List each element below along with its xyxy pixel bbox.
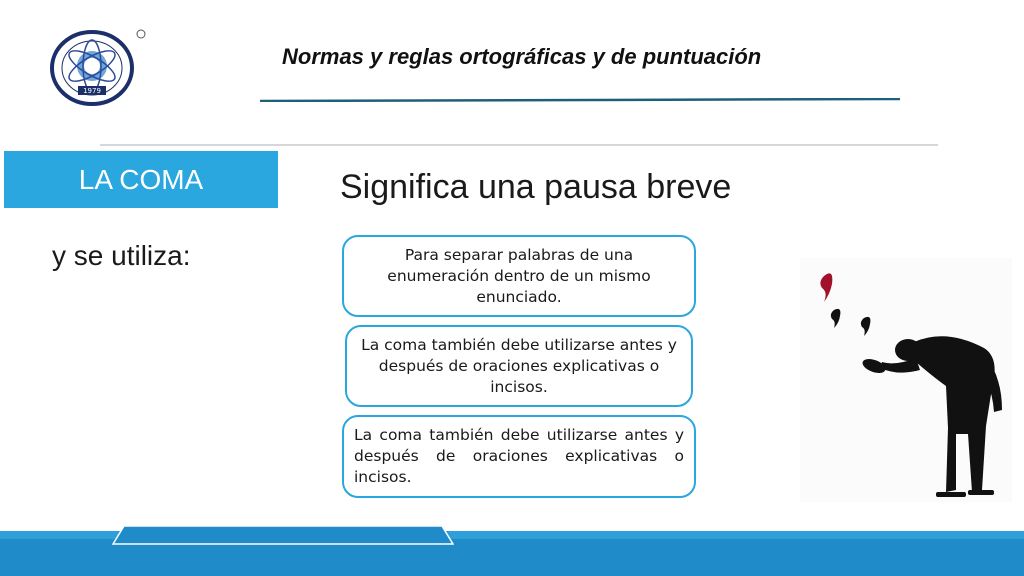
section-tab-la-coma: LA COMA	[4, 151, 278, 208]
usage-intro: y se utiliza:	[52, 240, 191, 271]
rule-text: La coma también debe utilizarse antes y después de oraciones explicativas o incisos.	[354, 426, 684, 486]
rule-text: Para separar palabras de una enumeración dentro de un mismo enunciado.	[387, 245, 651, 306]
institution-logo	[44, 28, 148, 108]
title-underline	[260, 98, 900, 102]
rule-box-incisos-justified	[342, 415, 696, 498]
slide-title: Normas y reglas ortográficas y de puntuación	[282, 44, 762, 69]
footer-tab-outline	[112, 525, 454, 545]
header-divider	[100, 144, 938, 146]
rule-box-incisos	[345, 325, 693, 407]
definition-heading: Significa una pausa breve	[340, 168, 732, 206]
svg-text:1979: 1979	[83, 87, 101, 95]
institution-seal-icon	[44, 28, 148, 108]
rule-text: La coma también debe utilizarse antes y después de oraciones explicativas o incisos.	[361, 335, 677, 396]
bowing-man-commas-icon	[796, 258, 1016, 502]
bowing-man-illustration	[796, 258, 1016, 502]
rule-box-enumeration	[342, 235, 696, 317]
